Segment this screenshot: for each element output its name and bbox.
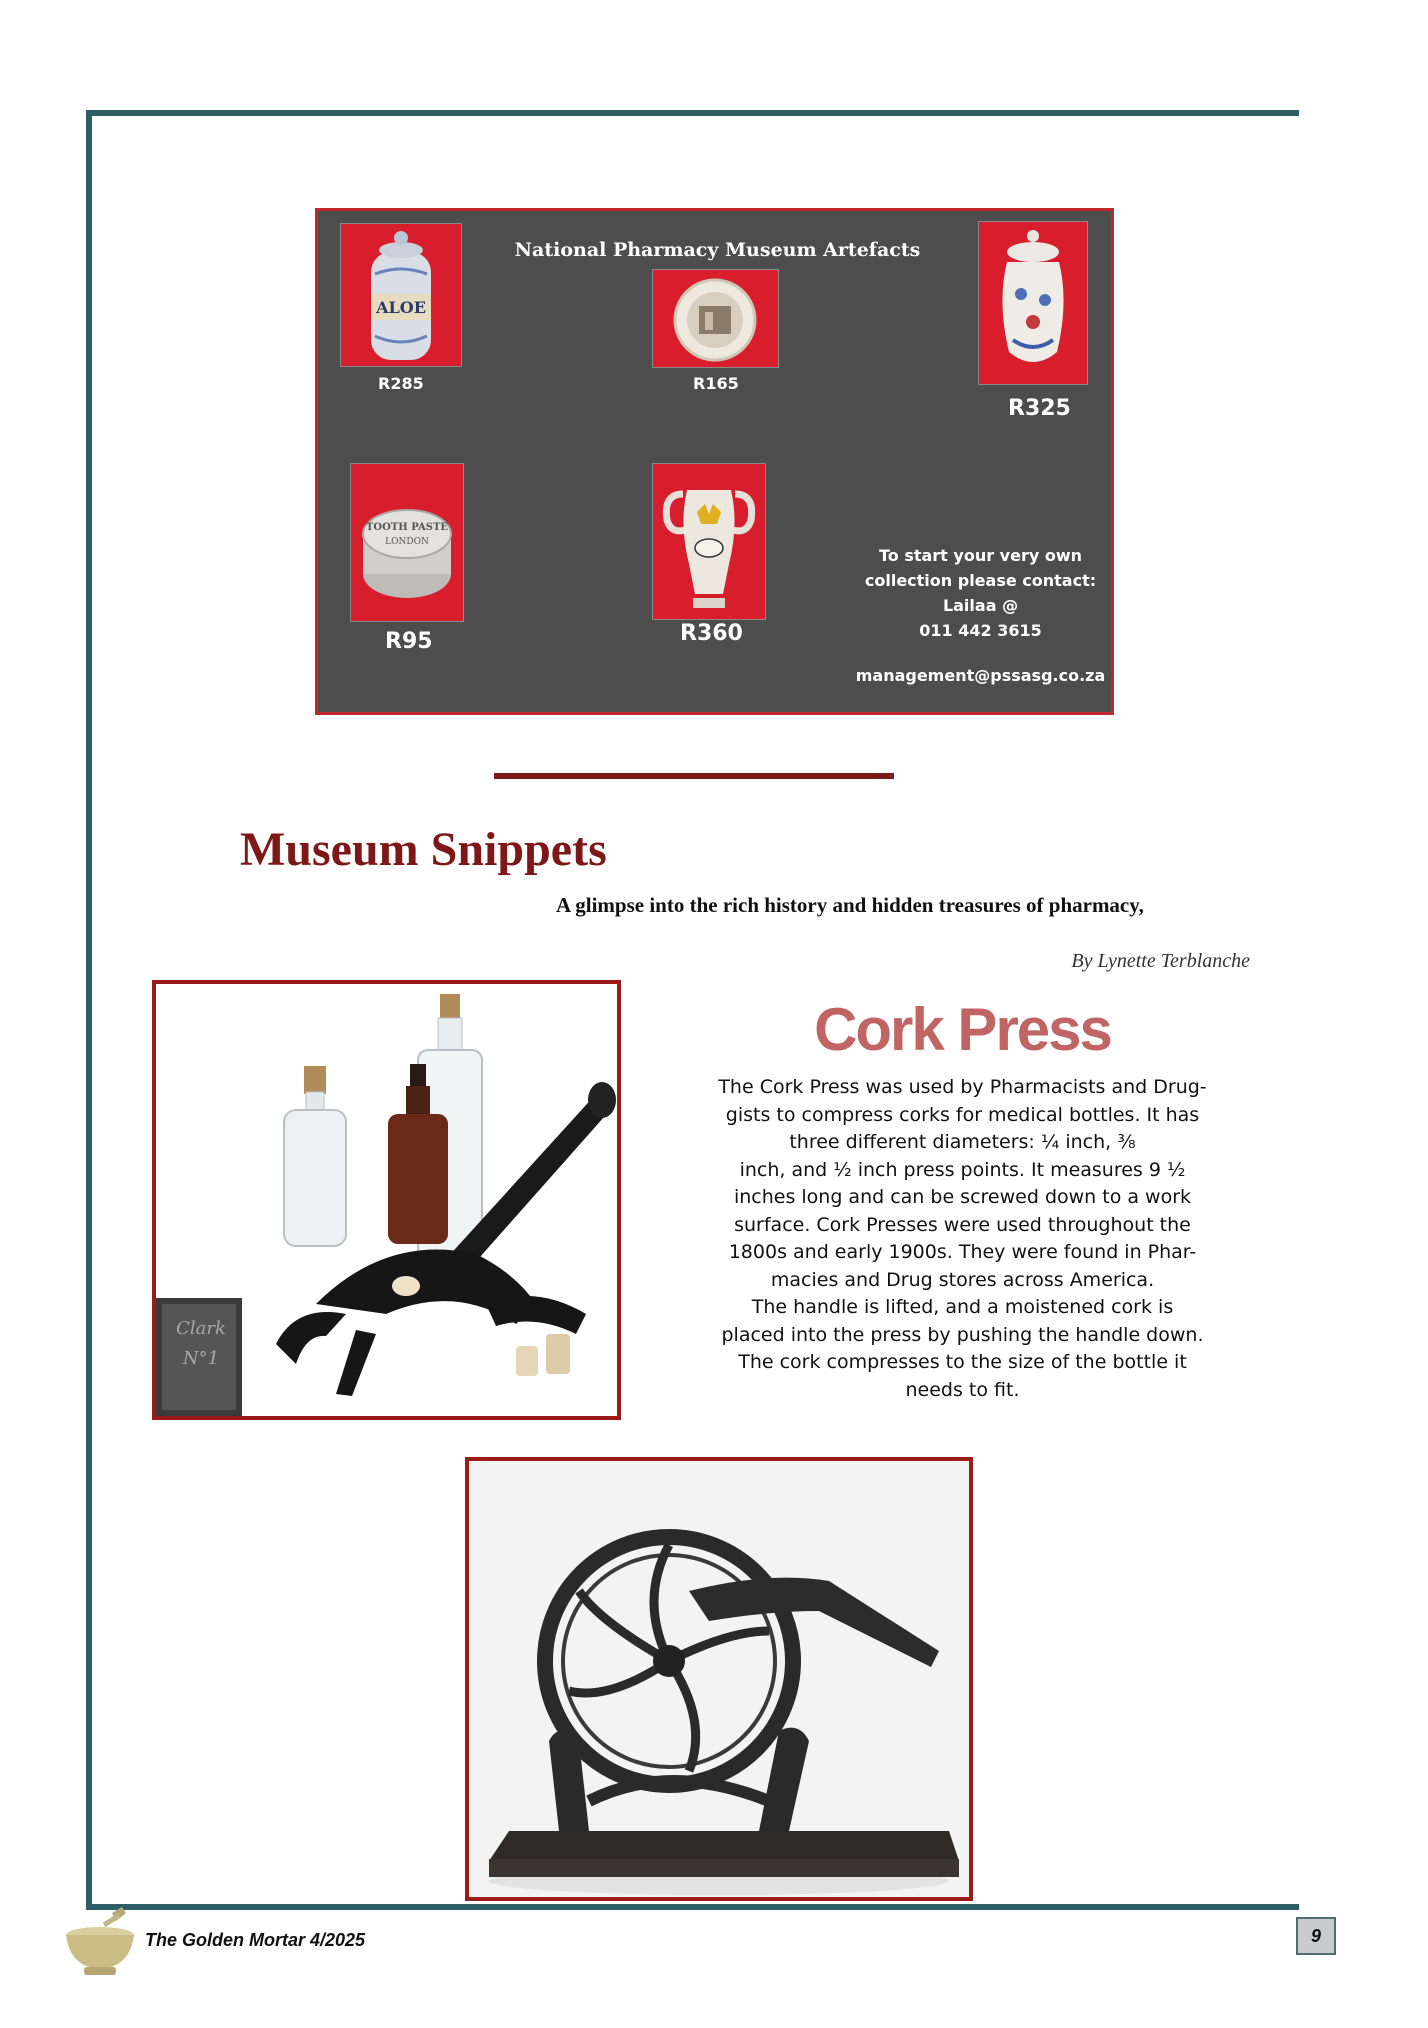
section-title: Museum Snippets (240, 823, 607, 876)
text-line: The Cork Press was used by Pharmacists and Drug- (718, 1076, 1207, 1098)
text-line: inches long and can be screwed down to a work (733, 1186, 1192, 1208)
article-body (690, 1074, 1235, 1404)
page-number: 9 (1296, 1917, 1336, 1955)
contact-phone[interactable]: 011 442 3615 (919, 621, 1042, 640)
text-line: placed into the press by pushing the handle down. (721, 1323, 1204, 1346)
price-toothpaste-pot: R95 (385, 629, 433, 654)
inset-engraving: Clark N°1 (176, 1318, 226, 1369)
artefact-image-aloe-jar (340, 223, 462, 367)
svg-text:LONDON: LONDON (385, 537, 429, 547)
article-paragraph (690, 1074, 1235, 1294)
photo-cork-press-with-bottles (152, 980, 621, 1420)
price-two-handled-jar: R360 (680, 621, 743, 646)
text-line: The cork compresses to the size of the bottle it (738, 1351, 1187, 1373)
text-line: needs to fit. (905, 1378, 1020, 1401)
svg-text:ALOE: ALOE (376, 298, 426, 317)
text-line: The handle is lifted, and a moistened cork is (751, 1296, 1174, 1318)
advert-title: National Pharmacy Museum Artefacts (514, 239, 921, 261)
artefact-image-two-handled-jar (652, 463, 766, 620)
contact-line: Lailaa @ (942, 596, 1019, 615)
photo-wheel-cork-press (465, 1457, 973, 1901)
article-paragraph (690, 1294, 1235, 1404)
text-line: surface. Cork Presses were used throughout the (734, 1213, 1191, 1236)
advert-contact (853, 543, 1108, 643)
frame-left-rule (86, 110, 92, 1910)
text-line: inch, and ½ inch press points. It measures 9 ½ (739, 1158, 1186, 1181)
byline: By Lynette Terblanche (1071, 950, 1250, 972)
artefact-image-toothpaste-pot (350, 463, 464, 622)
text-line: gists to compress corks for medical bottles. It has (725, 1103, 1200, 1126)
price-lidded-vase: R325 (1008, 396, 1071, 421)
frame-bottom-rule (86, 1904, 1299, 1910)
price-aloe-jar: R285 (378, 374, 424, 393)
article-heading: Cork Press (814, 996, 1111, 1063)
text-line: macies and Drug stores across America. (770, 1268, 1155, 1291)
frame-top-rule (86, 110, 1299, 116)
mortar-logo-icon (60, 1905, 140, 1980)
contact-line: collection please contact: (864, 571, 1097, 590)
artefacts-advert (315, 208, 1114, 715)
section-subtitle: A glimpse into the rich history and hidden treasures of pharmacy, (556, 893, 1144, 917)
contact-email-link[interactable]: management@pssasg.co.za (855, 666, 1106, 685)
svg-text:TOOTH PASTE: TOOTH PASTE (365, 522, 449, 533)
artefact-image-lidded-vase (978, 221, 1088, 385)
section-divider (494, 773, 894, 779)
contact-line: To start your very own (878, 546, 1083, 565)
publication-title: The Golden Mortar 4/2025 (145, 1930, 366, 1950)
text-line: three different diameters: ¼ inch, ³⁄₈ (789, 1131, 1136, 1153)
price-plate: R165 (693, 374, 739, 393)
artefact-image-plate (652, 269, 779, 368)
text-line: 1800s and early 1900s. They were found in Phar- (728, 1241, 1197, 1263)
